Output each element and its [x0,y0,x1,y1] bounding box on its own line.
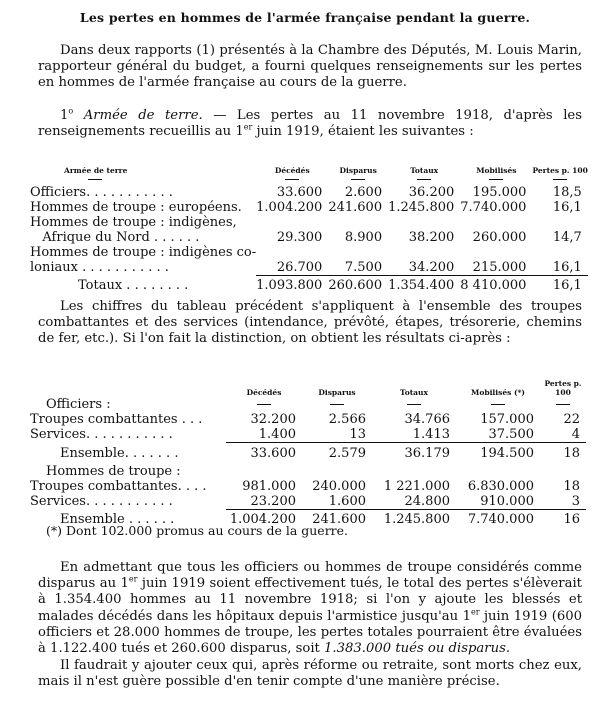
cell-value: 32.200 [250,412,296,427]
cell-value: 1.413 [412,427,450,442]
cell-value: 16 [540,509,586,529]
cell-value: 18,5 [552,185,582,200]
cell-value: 33.600 [276,185,323,200]
cell-value: 18 [540,443,586,464]
column-header: Mobilisés (*) [471,388,525,397]
cell-value: 1.400 [258,427,296,442]
cell-value: 22 [563,412,580,427]
column-header: Disparus [339,166,377,175]
cell-value: 23.200 [250,493,296,509]
row-label: Hommes de troupe : européens. [30,200,242,215]
column-header: Disparus [318,388,356,397]
cell-value: 1 221.000 [383,478,450,494]
column-header: Pertes p. 100 [532,166,588,175]
row-label: Troupes combattantes. . . . [30,478,207,494]
cell-value: 33.600 [226,443,302,464]
column-header: Pertes p. 100 [544,379,582,397]
cell-value: 1.004.200 [226,509,302,529]
row-label: Afrique du Nord . . . . . . [30,230,200,245]
column-header: Mobilisés [476,166,517,175]
table-row [30,215,588,230]
cell-value: 2.566 [328,412,366,427]
paragraph-2 [38,299,582,348]
intro-text: Dans deux rapports (1) présentés à la Chambre des Députés, M. Louis Marin, rapporteur général du budget, a fourni quelques renseignements sur les pertes en hommes de l'armée française au cours de la guerre. [38,43,582,91]
section1-number-sup: o [68,106,74,116]
dash-row [30,175,588,185]
section1-paragraph [38,108,582,140]
paragraph-3-sup1: er [128,574,138,584]
section1-heading: Armée de terre. [83,108,203,123]
cell-value: 1.004.200 [256,200,323,215]
cell-value: 2.579 [302,443,372,464]
cell-value: 6.830.000 [467,478,534,494]
cell-value: 37.500 [488,427,534,442]
row-label: Hommes de troupe : indigènes co- [30,245,257,260]
table-row [30,494,586,510]
column-header: Décédés [274,166,310,175]
cell-value: 26.700 [276,260,323,275]
cell-value: 34.766 [404,412,450,427]
section1-text-a: — Les pertes au 11 novembre 1918, d'après les renseignements recueillis au 1 [38,108,583,140]
table-header-row [30,161,588,175]
cell-value: 7.500 [344,260,383,275]
cell-value: 34.200 [408,260,455,275]
cell-value: 215.000 [472,260,527,275]
paragraph-3 [38,560,582,657]
row-label: Totaux . . . . . . . . [78,278,189,293]
cell-value: 7.740.000 [456,509,540,529]
paragraph-3-c: juin 1919 (600 officiers et 28.000 hommes de troupe, les pertes totales pourraient être évaluées à 1.122.400 tués et 260.600 disparus, soit [38,608,583,657]
cell-value: 194.500 [456,443,540,464]
row-label: Ensemble . . . . . . [60,511,175,527]
table-total-row [30,276,588,296]
table-row [30,185,588,200]
column-header: Totaux [410,166,439,175]
cell-value: 241.600 [328,200,383,215]
column-header: Totaux [400,388,428,397]
row-label: loniaux . . . . . . . . . . . [30,260,169,276]
table-row [30,245,588,260]
cell-value: 3 [571,493,580,509]
table-ensemble-row [30,443,586,464]
cell-value: 8 410.000 [460,276,532,296]
row-label: Services. . . . . . . . . . . [30,493,173,509]
cell-value: 981.000 [242,478,296,494]
section1-text-sup: er [243,122,253,132]
cell-value: 13 [349,427,366,442]
cell-value: 4 [571,427,580,442]
paragraph-2-text: Les chiffres du tableau précédent s'appliquent à l'ensemble des troupes combattantes et des services (intendance, prévôté, étapes, trésorerie, chemins de fer, etc.). Si l'on fait la distinction, on obtient les résultats ci-après : [38,299,582,347]
cell-value: 16,1 [532,276,587,296]
column-header: Armée de terre [64,166,128,175]
paragraph-4 [38,658,582,690]
table-row [30,260,588,276]
table-row [30,397,586,412]
paragraph-3-italic: 1.383.000 tués ou disparus. [324,641,511,657]
cell-value: 18 [563,478,580,494]
cell-value: 1.245.800 [372,509,456,529]
cell-value: 157.000 [480,412,534,427]
cell-value: 910.000 [480,493,534,509]
cell-value: 195.000 [472,185,527,200]
cell-value: 16,1 [552,200,582,215]
cell-value: 29.300 [276,230,323,245]
cell-value: 38.200 [408,230,455,245]
distinction-table [30,377,586,529]
row-label: Ensemble. . . . . . . [60,445,179,461]
row-label: Services. . . . . . . . . . . [30,427,173,443]
table-row [30,479,586,494]
cell-value: 1.600 [328,493,366,509]
page-title: Les pertes en hommes de l'armée française pendant la guerre. [79,10,531,25]
cell-value: 1.354.400 [388,276,460,296]
cell-value: 260.600 [328,276,388,296]
cell-value: 1.245.800 [388,200,455,215]
cell-value: 1.093.800 [256,276,328,296]
column-header: Décédés [246,388,282,397]
cell-value: 8.900 [344,230,383,245]
paragraph-4-text: Il faudrait y ajouter ceux qui, après réforme ou retraite, sont morts chez eux, mais il n'est guère possible d'en tenir compte d'une manière précise. [38,658,582,690]
row-label: Officiers : [46,397,111,412]
cell-value: 16,1 [552,260,582,275]
row-label: Hommes de troupe : [46,463,181,479]
paragraph-3-a: En admettant que tous les officiers ou hommes de troupe considérés comme disparus au 1 [38,560,582,592]
paragraph-3-b: juin 1919 soient effectivement tués, le total des pertes s'élèverait à 1.354.400 hommes au 11 novembre 1918; si l'on y ajoute les blessés et malades décédés dans les hôpitaux depuis l'armistice jusqu'au 1 [38,576,582,624]
row-label: Troupes combattantes . . . [30,412,203,427]
section1-text-b: juin 1919, étaient les suivantes : [252,124,474,140]
row-label: Officiers. . . . . . . . . . . [30,185,173,200]
cell-value: 7.740.000 [460,200,527,215]
cell-value: 24.800 [404,493,450,509]
table-row [30,412,586,427]
cell-value: 14,7 [552,230,582,245]
cell-value: 260.000 [472,230,527,245]
losses-table [30,161,588,296]
cell-value: 36.179 [372,443,456,464]
cell-value: 36.200 [408,185,455,200]
cell-value: 241.600 [302,509,372,529]
table-header-row [30,377,586,397]
table-row [30,200,588,215]
table-row [30,230,588,245]
paragraph-3-sup2: er [470,607,480,617]
section1-number: 1 [60,108,69,123]
table-footnote: (*) Dont 102.000 promus au cours de la guerre. [46,523,349,538]
column-header [30,377,226,397]
cell-value: 2.600 [344,185,383,200]
intro-paragraph [38,43,582,92]
table-row [30,427,586,443]
row-label: Hommes de troupe : indigènes, [30,215,237,230]
table-row [30,464,586,479]
cell-value: 240.000 [312,478,366,494]
